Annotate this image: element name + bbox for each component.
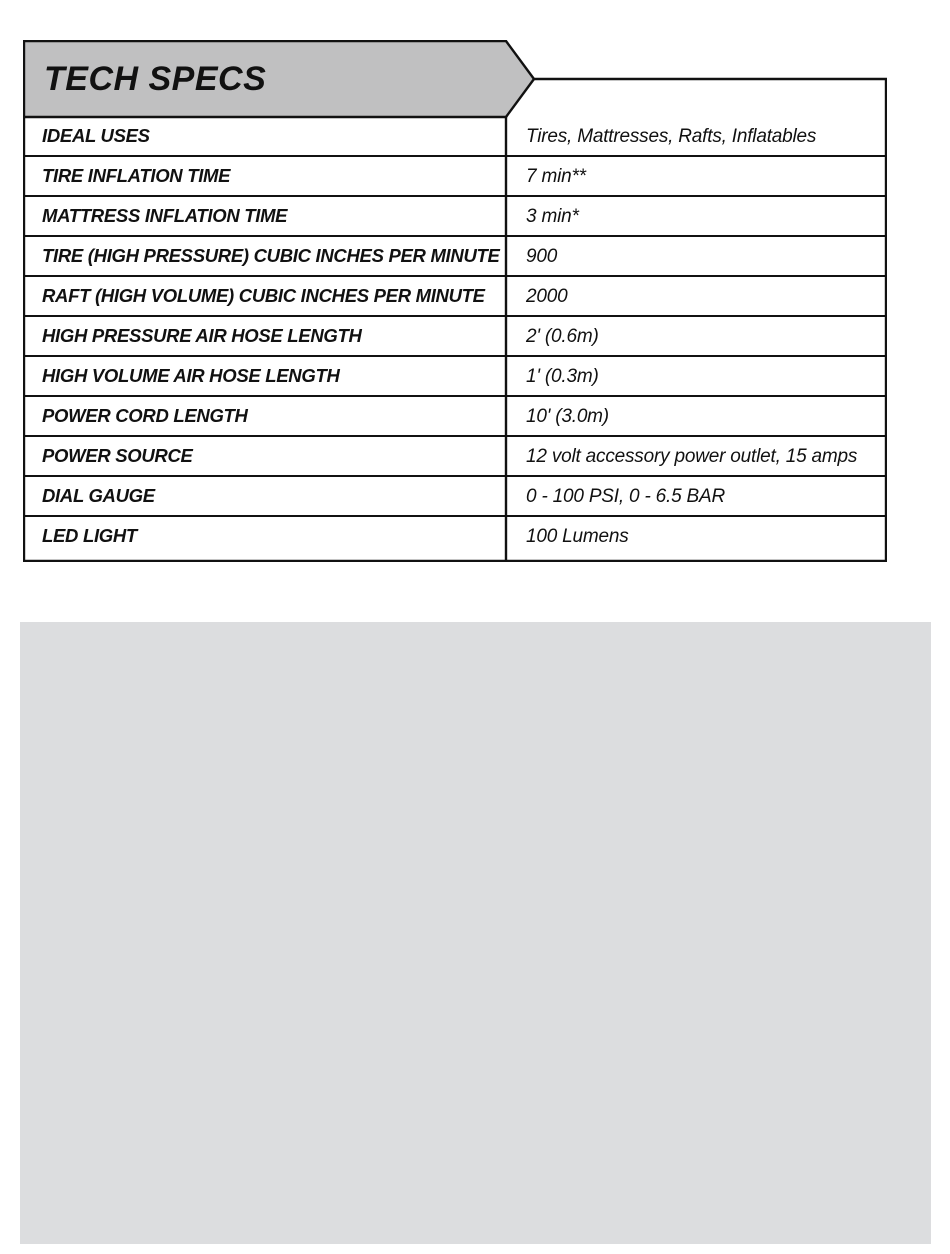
table-row <box>23 156 887 196</box>
spec-label: DIAL GAUGE <box>23 476 506 516</box>
spec-label: MATTRESS INFLATION TIME <box>23 196 506 236</box>
spec-label: HIGH PRESSURE AIR HOSE LENGTH <box>23 316 506 356</box>
spec-label: IDEAL USES <box>42 124 150 146</box>
spec-value: 2' (0.6m) <box>506 316 887 356</box>
table-row <box>23 436 887 476</box>
spec-value: 3 min* <box>506 196 887 236</box>
tech-specs-table <box>23 117 887 555</box>
spec-value: 2000 <box>506 276 887 316</box>
table-row <box>23 516 887 555</box>
tech-specs-section <box>23 40 887 562</box>
table-row <box>23 476 887 516</box>
table-row <box>23 356 887 396</box>
table-row <box>23 396 887 436</box>
table-row <box>23 236 887 276</box>
spec-value: 7 min** <box>506 156 887 196</box>
tech-specs-title: TECH SPECS <box>44 60 267 98</box>
spec-value: 12 volt accessory power outlet, 15 amps <box>506 436 887 476</box>
image-placeholder <box>20 622 931 1244</box>
spec-value: 0 - 100 PSI, 0 - 6.5 BAR <box>506 476 887 516</box>
spec-label: HIGH VOLUME AIR HOSE LENGTH <box>23 356 506 396</box>
spec-label: LED LIGHT <box>23 516 506 555</box>
spec-label: TIRE (HIGH PRESSURE) CUBIC INCHES PER MINUTE <box>23 236 506 276</box>
spec-label: POWER SOURCE <box>23 436 506 476</box>
table-row <box>23 276 887 316</box>
spec-value: 1' (0.3m) <box>506 356 887 396</box>
spec-label: POWER CORD LENGTH <box>23 396 506 436</box>
spec-value: Tires, Mattresses, Rafts, Inflatables <box>526 125 817 147</box>
spec-value: 10' (3.0m) <box>506 396 887 436</box>
spec-label: TIRE INFLATION TIME <box>23 156 506 196</box>
spec-label: RAFT (HIGH VOLUME) CUBIC INCHES PER MINUTE <box>23 276 506 316</box>
table-row <box>23 316 887 356</box>
table-row <box>23 117 887 156</box>
spec-value: 100 Lumens <box>506 516 887 555</box>
spec-value: 900 <box>506 236 887 276</box>
table-row <box>23 196 887 236</box>
